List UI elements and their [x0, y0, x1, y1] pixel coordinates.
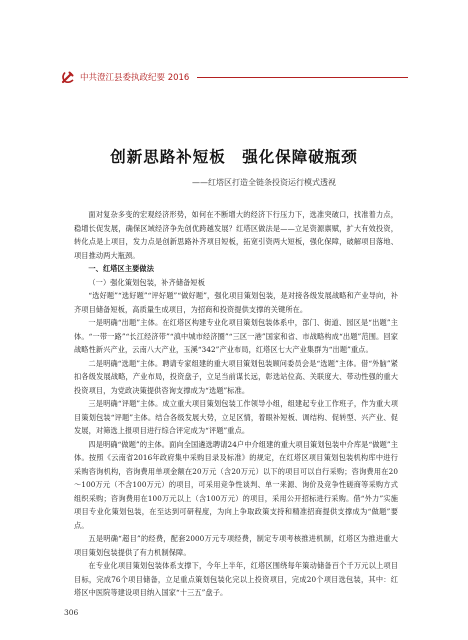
header-text: 中共澄江县委执政纪要 2016 — [80, 73, 190, 83]
body-paragraph: 三是明确“评题”主体。成立重大项目策划包装工作领导小组，组建起专业工作班子，作为重大项目策划包装“评题”主体。结合各级发展大势，立足区情，着眼补短板、调结构、促转型、兴产业、促发展，对筛选上报项目进行综合评定成为“评题”重点。 — [74, 399, 398, 435]
article-subtitle: ——红塔区打造全链条投资运行模式透视 — [192, 178, 336, 187]
page-number: 306 — [64, 608, 79, 617]
article-body — [74, 208, 398, 600]
running-header — [60, 70, 408, 84]
body-paragraph: 面对复杂多变的宏观经济形势，如何在不断增大的经济下行压力下，选准突破口，找准着力点，稳增长促发展，确保区域经济争先创优跨越发展？红塔区做法是——立足资源禀赋，扩大有效投资，转化点是上项目，发力点是创新思路补齐项目短板，拓宽引资两大短板，强化保障，破解项目落地、项目推动两大瓶颈。 — [74, 210, 398, 260]
header-rule — [197, 77, 408, 78]
body-paragraph: 五是明确“超目”的经费，配套2000万元专项经费，制定专项考核推进机制，红塔区为推进重大项目策划包装提供了有力机制保障。 — [74, 534, 398, 557]
article-title: 创新思路补短板 强化保障破瓶颈 — [110, 147, 358, 166]
body-paragraph: 在专业化项目策划包装体系支撑下，今年上半年，红塔区围绕每年策动储备百个千万元以上项目目标，完成76个项目储备，立足重点策划包装化完以上投资项目，完成20个项目选包装，其中：红塔区中医院等建设项目纳入国家“十三五”盘子。 — [74, 561, 398, 597]
body-paragraph: 一是明确“出题”主体。在红塔区构建专业化项目策划包装体系中，部门、街道、园区是“出题”主体。“一带一路”“长江经济带”“滇中城市经济圈”“三区一港”国家和省、市战略构成“出题”范围。回家战略性新兴产业，云南八大产业，玉溪“342”产业布局，红塔区七大产业集群为“出题”重点。 — [74, 318, 398, 354]
body-paragraph: 四是明确“做题”的主体。面向全国遴选聘请24户中介组建的重大项目策划包装中介库是“做题”主体。按照《云南省2016年政府集中采购目录及标准》的规定，在红塔区项目策划包装机构库中进行采购咨询机构，咨询费用单项金额在20万元（含20万元）以下的项目可以自行采购；咨询费用在20～100万元（不含100万元）的项目，可采用竞争性谈判、单一来源、询价及竞争性磋商等采购方式组织采购；咨询费用在100万元以上（含100万元）的项目，采用公开招标进行采购。借“外力”实施项目专业化策划包装，在至达到可研程度，为向上争取政策支持和精准招商提供支撑成为“做题”要点。 — [74, 439, 398, 530]
subsection-heading: （一）强化策划包装，补齐储备短板 — [88, 277, 205, 287]
section-heading: 一、红塔区主要做法 — [88, 264, 154, 273]
body-paragraph: “选好题”“选好题”“评好题”“做好题”，强化项目策划包装，是对接各级发展战略和产业导向，补齐项目储备短板，高质量生成项目，为招商和投资提供支撑的关键所在。 — [74, 291, 398, 314]
communist-party-emblem-icon — [60, 70, 76, 84]
body-paragraph: 二是明确“选题”主体。聘请专家组建的重大项目策划包装顾问委员会是“选题”主体。借“外脑”紧扣各级发展战略，产业布局，投资盘子，立足当前谋长远，彰选站位高、关联度大、带动性强的重大投资项目，为党政决策提供咨询支撑成为“选题”标准。 — [74, 358, 398, 395]
